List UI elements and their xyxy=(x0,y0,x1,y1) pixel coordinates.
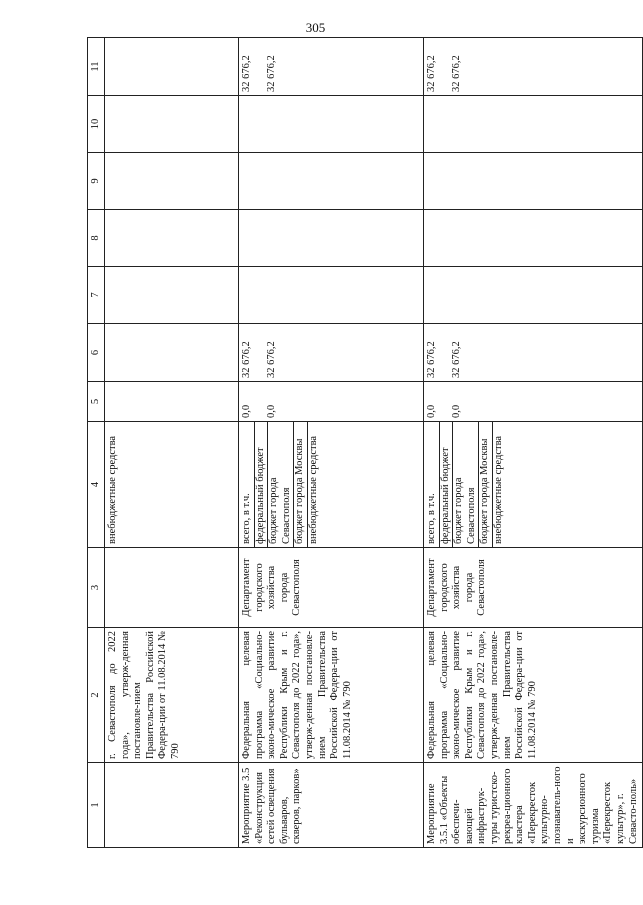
value: 32 676,2 xyxy=(426,341,437,378)
table-cell xyxy=(105,267,239,324)
page-number: 305 xyxy=(305,20,326,35)
header-cell: 7 xyxy=(88,267,105,324)
header-cell: 8 xyxy=(88,210,105,267)
value: 0,0 xyxy=(241,404,252,418)
header-cell: 4 xyxy=(88,422,105,548)
table-cell xyxy=(424,153,643,210)
funding-source: внебюджетные средства xyxy=(307,435,319,544)
program-cell: Федеральная целевая программа «Социально-эконо-мическое развитие Республики Крым и г. Севастополя до 2022 года», утверж-денная постановле-нием Правительства Российской Федера-ции от 11.08.2014 № 790 xyxy=(424,628,643,763)
table-cell xyxy=(105,324,239,382)
table-cell xyxy=(105,763,239,848)
funding-source: внебюджетные средства xyxy=(492,435,504,544)
funding-sources-cell xyxy=(424,422,643,548)
header-cell: 1 xyxy=(88,763,105,848)
header-cell: 6 xyxy=(88,324,105,382)
rotated-table-container xyxy=(87,38,639,848)
table-cell xyxy=(105,382,239,422)
value xyxy=(439,385,452,418)
funding-source: бюджет города Севастополя xyxy=(268,422,294,547)
table-cell xyxy=(239,210,424,267)
event-cell: Мероприятие 3.5 «Реконструкция сетей освещения бульваров, скверов, парков» xyxy=(239,763,424,848)
value-cell-col6 xyxy=(239,324,424,382)
table-cell xyxy=(239,267,424,324)
table-row xyxy=(239,38,424,848)
header-row xyxy=(88,38,105,848)
header-cell: 5 xyxy=(88,382,105,422)
executor-cell: Департамент городского хозяйства города Севастополя xyxy=(239,548,424,628)
funding-source: бюджет города Москвы xyxy=(479,422,493,547)
table-cell xyxy=(424,210,643,267)
value-cell-col6 xyxy=(424,324,643,382)
header-cell: 2 xyxy=(88,628,105,763)
executor-cell: Департамент городского хозяйства города Севастополя xyxy=(424,548,643,628)
table-row xyxy=(424,38,643,848)
value: 0,0 xyxy=(451,404,463,418)
event-cell: Мероприятие 3.5.1 «Объекты обеспечи-вающей инфраструк-туры туристско-рекреа-ционного кластера «Перекресток культурно-познаватель-ного и экскурсионного туризма «Перекресток культур», г. Севасто-поль» xyxy=(424,763,643,848)
value: 32 676,2 xyxy=(426,55,437,92)
value xyxy=(254,385,267,418)
funding-source: бюджет города Москвы xyxy=(294,422,308,547)
program-cell: Федеральная целевая программа «Социально-эконо-мическое развитие Республики Крым и г. Севастополя до 2022 года», утверж-денная постановле-нием Правительства Российской Федера-ции от 11.08.2014 № 790 xyxy=(239,628,424,763)
value xyxy=(254,327,267,378)
funding-sources-cell xyxy=(239,422,424,548)
value xyxy=(439,327,452,378)
value: 32 676,2 xyxy=(266,341,278,378)
table-cell xyxy=(105,210,239,267)
table-cell xyxy=(424,96,643,153)
table-cell xyxy=(105,96,239,153)
header-cell: 9 xyxy=(88,153,105,210)
table-cell xyxy=(105,153,239,210)
funding-table xyxy=(87,37,643,848)
table-cell xyxy=(239,96,424,153)
table-cell xyxy=(105,548,239,628)
table-cell xyxy=(105,38,239,96)
table-cell xyxy=(424,267,643,324)
funding-source-cell: внебюджетные средства xyxy=(105,422,239,548)
table-row-continuation xyxy=(105,38,239,848)
header-cell: 3 xyxy=(88,548,105,628)
value-cell-col11 xyxy=(239,38,424,96)
table-cell xyxy=(239,153,424,210)
value-cell-col5 xyxy=(424,382,643,422)
value: 0,0 xyxy=(426,404,437,418)
value: 32 676,2 xyxy=(451,341,463,378)
header-cell: 10 xyxy=(88,96,105,153)
value xyxy=(254,41,267,92)
value: 32 676,2 xyxy=(451,55,463,92)
funding-source: всего, в т.ч. xyxy=(241,422,255,547)
value-cell-col5 xyxy=(239,382,424,422)
value: 0,0 xyxy=(266,404,278,418)
value xyxy=(439,41,452,92)
header-cell: 11 xyxy=(88,38,105,96)
funding-source: федеральный бюджет xyxy=(440,422,454,547)
program-cell: г. Севастополя до 2022 года», утверж-денная постановле-нием Правительства Российской Федера-ции от 11.08.2014 № 790 xyxy=(105,628,239,763)
value: 32 676,2 xyxy=(241,341,252,378)
funding-source: всего, в т.ч. xyxy=(426,422,440,547)
value-cell-col11 xyxy=(424,38,643,96)
value: 32 676,2 xyxy=(266,55,278,92)
funding-source: федеральный бюджет xyxy=(255,422,269,547)
funding-source: бюджет города Севастополя xyxy=(453,422,479,547)
value: 32 676,2 xyxy=(241,55,252,92)
